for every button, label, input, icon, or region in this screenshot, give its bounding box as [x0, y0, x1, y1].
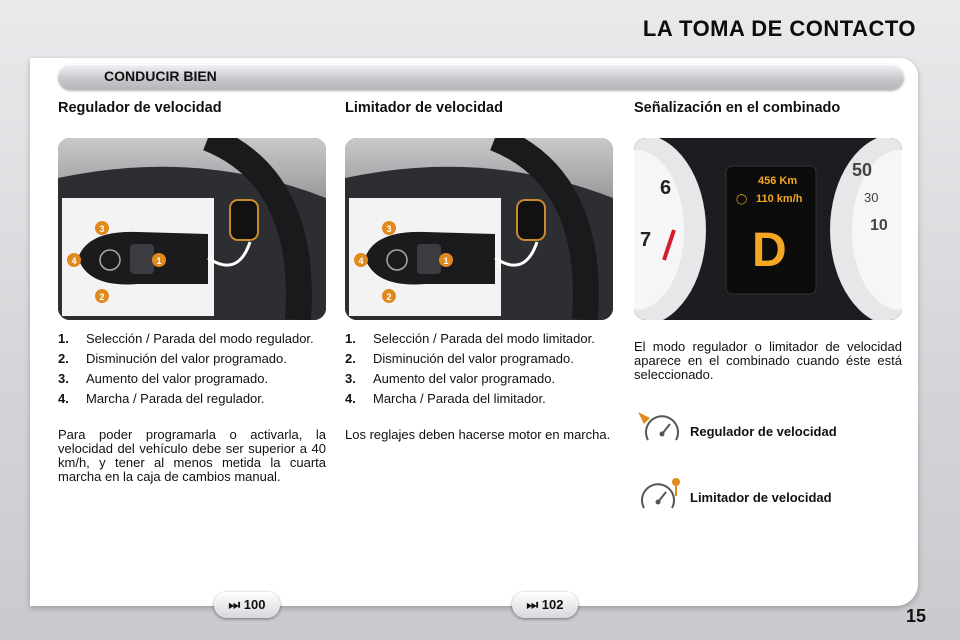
- list-item: 1. Selección / Parada del modo regulador.: [58, 331, 314, 346]
- speed-limiter-steps: [345, 332, 617, 412]
- list-item: 2. Disminución del valor programado.: [345, 351, 574, 366]
- cruise-control-steps: [58, 332, 330, 412]
- callout-1: 1: [156, 256, 162, 266]
- column-heading: Limitador de velocidad: [345, 100, 503, 116]
- svg-text:◯: ◯: [736, 194, 748, 205]
- speed-limiter-note: Los reglajes deben hacerse motor en marcha.: [345, 427, 611, 442]
- callout-2: 2: [99, 292, 105, 302]
- section-title: CONDUCIR BIEN: [104, 68, 217, 84]
- list-item: 3. Aumento del valor programado.: [58, 371, 269, 386]
- column-speed-limiter: [345, 100, 620, 116]
- column-heading: Regulador de velocidad: [58, 100, 222, 116]
- callout-3: 3: [386, 224, 392, 234]
- callout-2: 2: [386, 292, 392, 302]
- speedometer-label-10: 10: [870, 217, 888, 234]
- list-item: 4. Marcha / Parada del regulador.: [58, 391, 265, 406]
- callout-4: 4: [71, 256, 77, 266]
- list-item: 4. Marcha / Parada del limitador.: [345, 391, 546, 406]
- goto-page-100-button[interactable]: ⏭ 100: [214, 592, 280, 618]
- page-title: LA TOMA DE CONTACTO: [642, 16, 916, 41]
- callout-3: 3: [99, 224, 105, 234]
- cruise-control-stalk-photo: [58, 138, 326, 320]
- display-speed-setting: 110 km/h: [756, 193, 803, 205]
- page-number: 15: [905, 606, 926, 626]
- speedometer-label-50: 50: [852, 160, 873, 180]
- legend-label: Limitador de velocidad: [690, 490, 832, 505]
- tachometer-label-6: 6: [660, 177, 672, 199]
- callout-4: 4: [358, 256, 364, 266]
- callout-1: 1: [443, 256, 449, 266]
- column-cruise-control: [58, 100, 333, 116]
- tachometer-label-7: 7: [640, 229, 652, 251]
- display-odometer: 456 Km: [758, 175, 798, 187]
- speed-limiter-stalk-photo: [345, 138, 613, 320]
- instrument-cluster-photo: [634, 138, 902, 320]
- instrument-panel-note: El modo regulador o limitador de velocidad aparece en el combinado cuando éste está seleccionado.: [634, 339, 902, 382]
- speed-limiter-icon: [636, 476, 682, 517]
- speedometer-label-30: 30: [864, 190, 879, 205]
- section-header: [58, 64, 904, 90]
- goto-page-102-button[interactable]: ⏭ 102: [512, 592, 578, 618]
- legend-label: Regulador de velocidad: [690, 424, 837, 439]
- list-item: 2. Disminución del valor programado.: [58, 351, 287, 366]
- display-gear: D: [752, 224, 787, 277]
- list-item: 3. Aumento del valor programado.: [345, 371, 556, 386]
- column-instrument-panel: [634, 100, 909, 116]
- list-item: 1. Selección / Parada del modo limitador.: [345, 331, 595, 346]
- cruise-control-note: Para poder programarla o activarla, la velocidad del vehículo debe ser superior a 40 km/h, y tener al menos metida la cuarta marcha en la caja de cambios manual.: [58, 427, 326, 484]
- column-heading: Señalización en el combinado: [634, 100, 841, 116]
- cruise-control-icon: [636, 410, 682, 451]
